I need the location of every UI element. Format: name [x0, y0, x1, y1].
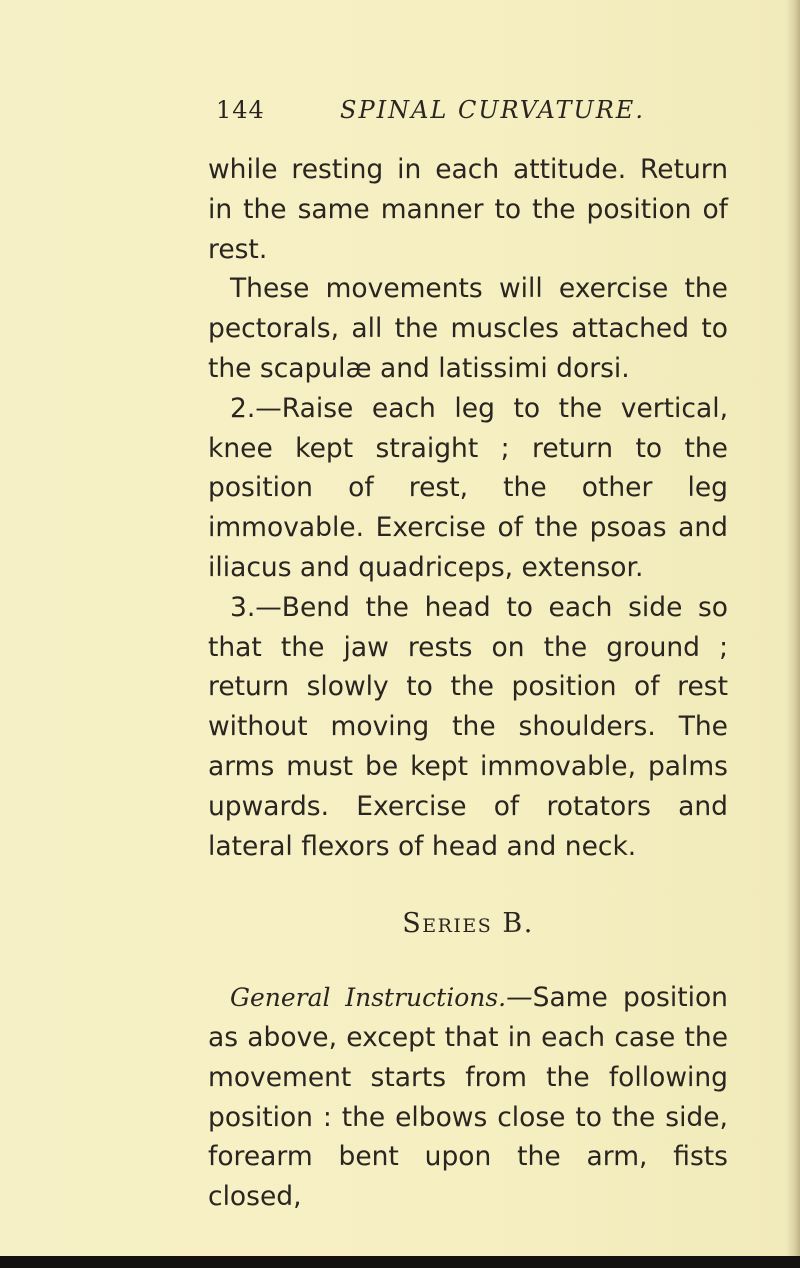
scan-bottom-edge: [0, 1256, 800, 1268]
paragraph-5-text: —Same position as above, except that in each case the movement starts from the following position : the elbows close to the side, forearm bent upon the arm, fists closed,: [208, 982, 728, 1213]
paragraph-5: [208, 978, 728, 1217]
general-instructions-label: General Instructions.: [230, 983, 507, 1013]
paragraph-3: 2.—Raise each leg to the vertical, knee kept straight ; return to the position of rest, the other leg immovable. Exercise of the psoas and iliacus and quadriceps, extensor.: [208, 392, 728, 583]
paragraph-4: 3.—Bend the head to each side so that the jaw rests on the ground ; return slowly to the position of rest without moving the shoulders. The arms must be kept immovable, palms upwards. Exercise of rotators and lateral flexors of head and neck.: [208, 591, 728, 862]
paragraph-1: while resting in each attitude. Return in the same manner to the position of rest.: [208, 154, 728, 265]
page-number: 144: [216, 96, 265, 124]
paragraph-2: These movements will exercise the pectorals, all the muscles attached to the scapulæ and latissimi dorsi.: [208, 273, 728, 384]
page-header: [216, 96, 736, 136]
section-heading: Series B.: [402, 908, 534, 940]
page-edge-shadow: [786, 0, 800, 1268]
running-title: SPINAL CURVATURE.: [340, 96, 645, 124]
page-body: [208, 150, 728, 1217]
